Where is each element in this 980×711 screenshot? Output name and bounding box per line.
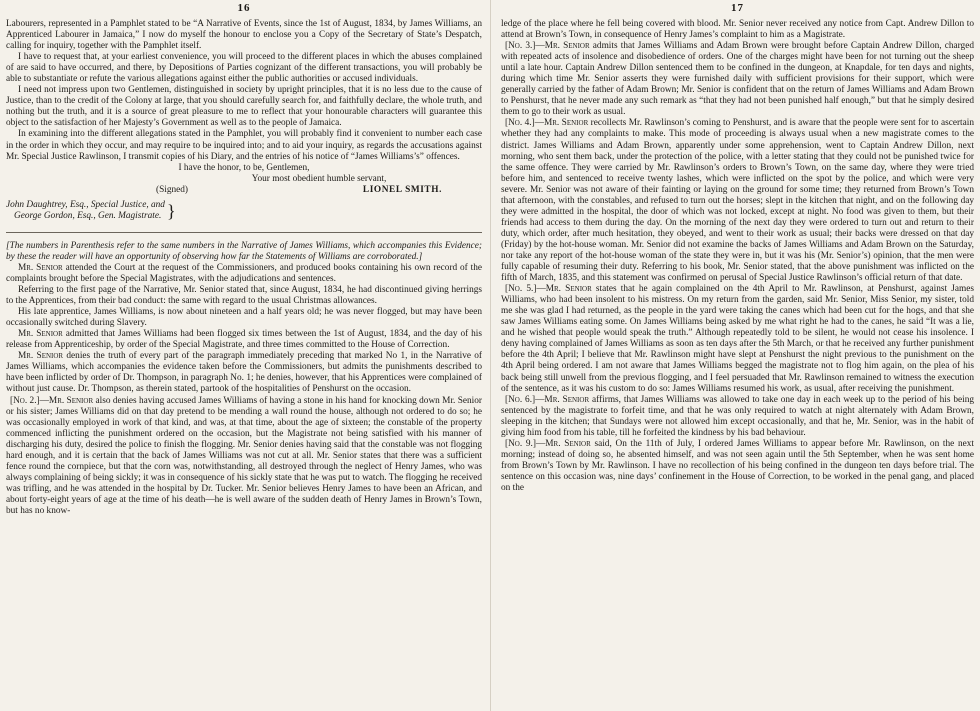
evidence-text: Referring to the first page of the Narrative, Mr. Senior stated that, since August, 1834, he had discontinued giving herrings to the Apprentices, from their bad conduct: the same with regard to the usual Christmas allowances. bbox=[6, 285, 482, 307]
closing-line: I have the honor, to be, Gentlemen, bbox=[178, 162, 310, 173]
evidence-text: admitted that James Williams had been flogged six times between the 1st of August, 1834, and the day of his release from Apprenticeship, by order of the Special Magistrate, and three times committed to the House of Correction. bbox=[6, 329, 482, 351]
evidence-text: His late apprentice, James Williams, is now about nineteen and a half years old; he was never flogged, but may have been occasionally switched during Slavery. bbox=[6, 307, 482, 329]
evidence-paragraph bbox=[501, 118, 974, 284]
addressees bbox=[6, 200, 482, 222]
letter-paragraph: I have to request that, at your earliest convenience, you will proceed to the different places in which the abuses complained of are said to have occurred, and there, by Depositions of Parties cognizant of the different transactions, you will probably be able to substantiate or refute the various allegations against either the public authorities or accused individuals. bbox=[6, 52, 482, 85]
signatory-name: LIONEL SMITH. bbox=[362, 184, 442, 195]
evidence-paragraph bbox=[6, 307, 482, 329]
speaker-name: [No. 9.]—Mr. Senior bbox=[505, 438, 591, 449]
signed-label: (Signed) bbox=[156, 184, 189, 195]
right-page bbox=[490, 0, 980, 711]
evidence-paragraph bbox=[6, 285, 482, 307]
evidence-paragraph bbox=[501, 439, 974, 494]
evidence-text: admits that James Williams and Adam Brown were brought before Captain Andrew Dillon, charged with repeated acts of insolence and disobedience of orders. One of the charges might have been for not turning out the sheep until a late hour. Captain Andrew Dillon sentenced them to be confined in the dungeon, at Knapdale, for ten days and nights, during which time Mr. Senior asserts they were furnished daily with sufficient provisions for their support, which were generally carried by the father of Adam Brown; Mr. Senior is confident that on the return of James Williams and Adam Brown to Penshurst, that he never made any such remark as “that they had not been punished half enough,” but that he simply desired them to go to their work as usual. bbox=[501, 41, 974, 118]
evidence-paragraph bbox=[6, 351, 482, 395]
letter-paragraph: Labourers, represented in a Pamphlet stated to be “A Narrative of Events, since the 1st of August, 1834, by James Williams, an Apprenticed Labourer in Jamaica,” I now do myself the honour to enclose you a Copy of the Secretary of State’s Despatch, calling for inquiry, together with the Pamphlet itself. bbox=[6, 19, 482, 52]
evidence-paragraph bbox=[6, 329, 482, 351]
evidence-paragraph bbox=[501, 41, 974, 118]
speaker-name: [No. 4.]—Mr. Senior bbox=[505, 118, 589, 129]
speaker-name: [No. 2.]—Mr. Senior bbox=[10, 395, 94, 406]
closing-line-2: Your most obedient humble servant, bbox=[251, 173, 387, 184]
evidence-text: recollects Mr. Rawlinson’s coming to Penshurst, and is aware that the people were sent for to ascertain whether they had any complaints to make. This mode of proceeding is always usual when a new magistrate comes to the district. James Williams and Adam Brown, apparently under some apprehension, went to Captain Andrew Dillon, next morning, who sent them back, under the protection of the police, with a letter stating that they could not be punished twice for the same offence. They were carried by Mr. Rawlinson’s orders to Brown’s Town, on the same day, where they were tried before him, and sentenced to receive twenty lashes, which were inflicted on the spot by the police, and which were very severe. Mr. Senior was not aware of their fainting or laying on the ground for some time; they returned from Brown’s Town that afternoon, with the constables, and refused to turn out the horses; slept in the kitchen that night, and on the following day they were admitted in the hospital, the door of which was not locked, except at night. No food was given to them, but their friends had access to them during the day. On the morning of the next day they were ordered to turn out and return to their duty, which order, after much hesitation, they obeyed, and went to their work as usual; their backs were dressed on that day (Friday) by the hot-house woman. Mr. Senior did not examine the backs of James Williams and Adam Brown on the Saturday, nor take any report of the hot-house woman of the state they were in, but it was his (Mr. Senior’s) opinion, that the men were fully capable of resuming their duty. Referring to his book, Mr. Senior stated, that the above punishment was inflicted on the fifth of March, 1835, and this statement was confirmed on perusal of Special Justice Rawlinson’s official return of that date. bbox=[501, 118, 974, 284]
evidence-text: denies the truth of every part of the paragraph immediately preceding that marked No 1, in the Narrative of James Williams, which accompanies the evidence taken before the Commissioners, but admits the punishments described to have been inflicted by order of Dr. Thompson, in paragraph No. 1; he denies, however, that his Apprentices were complained of without just cause. Dr. Thompson, as therein stated, partook of the hospitalities of Penshurst on the occasion. bbox=[6, 351, 482, 395]
editorial-note: [The numbers in Parenthesis refer to the same numbers in the Narrative of James Williams, which accompanies this Evidence; by these the reader will have an opportunity of observing how far the Statements of Williams are corroborated.] bbox=[6, 240, 482, 262]
evidence-text: states that he again complained on the 4th April to Mr. Rawlinson, at Penshurst, against James Williams, who had been insolent to his mistress. On my return from the garden, said Mr. Senior, Miss Senior, my sister, told me she was glad I had returned, as the people in the yard were taking the canes which had been cut for the hogs, and that she saw James Williams eating some. On James Williams being asked by me what right he had to the canes, he said “It was a lie, and he wished that people would speak the truth.” Although repeatedly told to be silent, he would not cease his insolence. I deny having complained of James Williams as soon as ten days after the 5th March, or that he received any further punishment before the 4th April; I believe that Mr. Rawlinson might have slept at Penshurst the night previous to the punishment on the 4th April being ordered. I am not aware that James Williams begged the magistrate not to flog him again, on the plea of his back being still unwell from the previous flogging, and I feel persuaded that Mr. Rawlinson remained to witness the execution of the sentence, as it was his custom to do so: James Williams resumed his work, as usual, after receiving the punishment. bbox=[501, 284, 974, 394]
speaker-name: Mr. Senior bbox=[18, 262, 63, 273]
evidence-paragraph bbox=[6, 396, 482, 518]
addressee-1: John Daughtrey, Esq., Special Justice, and bbox=[6, 199, 165, 210]
section-divider bbox=[6, 232, 482, 233]
brace-glyph: } bbox=[166, 200, 176, 221]
speaker-name: [No. 3.]—Mr. Senior bbox=[505, 41, 590, 52]
evidence-text: attended the Court at the request of the Commissioners, and produced books containing his own record of the complaints brought before the Special Magistrates, with the adjudications and sentences. bbox=[6, 262, 482, 284]
addressee-2: George Gordon, Esq., Gen. Magistrate. bbox=[14, 210, 162, 221]
page-number-right: 17 bbox=[731, 2, 744, 14]
speaker-name: Mr. Senior bbox=[18, 329, 63, 340]
evidence-text: ledge of the place where he fell being covered with blood. Mr. Senior never received any notice from Capt. Andrew Dillon to attend at Brown’s Town, in consequence of Henry James’s complaint to him as a Magistrate. bbox=[501, 19, 974, 41]
evidence-text: affirms, that James Williams was allowed to take one day in each week up to the period of his being sentenced by the magistrate to forfeit time, and that he was only required to watch at night alternately with Adam Brown, sleeping in the kitchen; that Sundays were not allowed him except occasionally, and that he, Mr. Senior, was in the habit of giving him food from his table, till he forfeited the kindness by his bad behaviour. bbox=[501, 394, 974, 438]
evidence-paragraph bbox=[501, 284, 974, 394]
page-number-left: 16 bbox=[237, 2, 251, 14]
evidence-paragraph bbox=[501, 19, 974, 41]
evidence-paragraph bbox=[501, 395, 974, 439]
evidence-text: also denies having accused James Williams of having a stone in his hand for knocking down Mr. Senior or his sister; James Williams did on that day pretend to be mending a wall round the house, although not ordered to do so; he was occasionally employed in work of that kind, and was, at that time, about the age of sixteen; the constable of the property commenced inflicting the punishment ordered on the occasion, but the Magistrate not being satisfied with his manner of discharging his duty, desired the police to finish the flogging. Mr. Senior denies having said that the constable was not flogging hard enough, and it is certain that the back of James Williams was not cut at all. Mr. Senior states that there was a sufficient fence round the cornpiece, but that the corn was, notwithstanding, all destroyed through the neglect of Henry James, who was always complaining of being sickly; it was in consequence of his sickly state that he was put to watch. The flogging he received was trifling, and he was attended in the hospital by Dr. Tucker. Mr. Senior believes Henry James to have been an African, and about forty-eight years of age at the time of his death—he is well aware of the sudden death of Henry James in Brown’s Town, but has no know- bbox=[6, 395, 482, 516]
speaker-name: [No. 6.]—Mr. Senior bbox=[505, 394, 590, 405]
signature-row bbox=[6, 185, 482, 196]
letter-paragraph: I need not impress upon two Gentlemen, distinguished in society by upright principles, that it is no less due to the cause of Justice, than to the credit of the Colony at large, that you should carefully search for, and faithfully declare, the whole truth, and nothing but the truth, and it is a source of great pleasure to me to reflect that your honourable characters will guarantee this object to the satisfaction of her Majesty’s Government as well as to the people of Jamaica. bbox=[6, 85, 482, 129]
speaker-name: Mr. Senior bbox=[18, 351, 64, 362]
letter-paragraph: In examining into the different allegations stated in the Pamphlet, you will probably find it convenient to number each case in the order in which they occur, and may require to be inquired into; and to aid your inquiry, as regards the accusations against Mr. Special Justice Rawlinson, I transmit copies of his Diary, and the entries of his notice of “James Williams’s” offences. bbox=[6, 129, 482, 162]
addressee-names bbox=[6, 200, 165, 222]
speaker-name: [No. 5.]—Mr. Senior bbox=[505, 284, 592, 295]
evidence-text: said, On the 11th of July, I ordered James Williams to appear before Mr. Rawlinson, on the next morning; instead of doing so, he absented himself, and was not seen again until the 5th September, when he was sent home from Brown’s Town by Mr. Rawlinson. I have no recollection of his being confined in the dungeon ten days before trial. The sentence on this occasion was, nine days’ confinement in the House of Correction, to be worked in the penal gang, and placed on the bbox=[501, 438, 974, 493]
evidence-paragraph bbox=[6, 263, 482, 285]
